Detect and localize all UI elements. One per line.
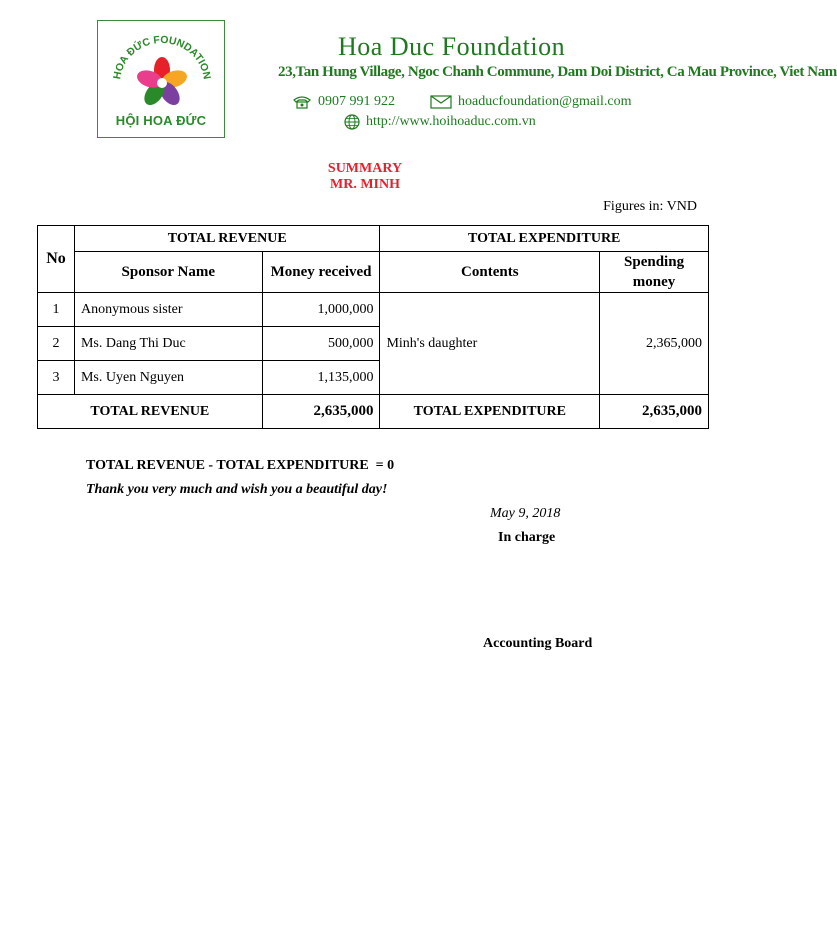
- accounting-board-label: Accounting Board: [483, 636, 593, 651]
- total-expenditure-label: TOTAL EXPENDITURE: [380, 395, 600, 429]
- row-no: 1: [38, 293, 75, 327]
- org-name: Hoa Duc Foundation: [338, 32, 566, 61]
- title-recipient: MR. MINH: [330, 177, 400, 192]
- expenditure-content: Minh's daughter: [380, 293, 600, 395]
- col-sponsor-header: Sponsor Name: [74, 252, 262, 293]
- document-date: May 9, 2018: [490, 506, 561, 521]
- row-money: 500,000: [262, 327, 380, 361]
- row-sponsor: Anonymous sister: [74, 293, 262, 327]
- website-link[interactable]: http://www.hoihoaduc.com.vn: [366, 114, 536, 129]
- col-no-header: No: [38, 226, 75, 293]
- col-spending-header: Spending money: [600, 252, 709, 293]
- revenue-group-header: TOTAL REVENUE: [74, 226, 379, 252]
- website-row: [344, 114, 536, 130]
- balance-statement: TOTAL REVENUE - TOTAL EXPENDITURE = 0: [86, 458, 395, 473]
- phone-row: [292, 94, 395, 110]
- total-expenditure-value: 2,635,000: [600, 395, 709, 429]
- row-no: 3: [38, 361, 75, 395]
- expenditure-amount: 2,365,000: [600, 293, 709, 395]
- row-sponsor: Ms. Uyen Nguyen: [74, 361, 262, 395]
- thanks-message: Thank you very much and wish you a beautiful day!: [86, 482, 388, 497]
- col-contents-header: Contents: [380, 252, 600, 293]
- table-total-row: [38, 395, 709, 429]
- logo-ring-text: HOA ĐỨC FOUNDATION: [111, 33, 213, 81]
- document-title: [0, 161, 730, 193]
- logo-bottom-text: HỘI HOA ĐỨC: [115, 113, 207, 128]
- row-sponsor: Ms. Dang Thi Duc: [74, 327, 262, 361]
- telephone-icon: [292, 95, 312, 109]
- total-revenue-label: TOTAL REVENUE: [38, 395, 263, 429]
- row-no: 2: [38, 327, 75, 361]
- table-column-header-row: [38, 252, 709, 293]
- table-group-header-row: [38, 226, 709, 252]
- summary-table: [37, 225, 709, 429]
- in-charge-label: In charge: [498, 530, 556, 545]
- foundation-logo: [97, 20, 225, 138]
- table-row: [38, 293, 709, 327]
- title-summary: SUMMARY: [327, 161, 403, 176]
- email-address[interactable]: hoaducfoundation@gmail.com: [458, 94, 632, 109]
- col-money-header: Money received: [262, 252, 380, 293]
- globe-icon: [344, 114, 360, 130]
- total-revenue-value: 2,635,000: [262, 395, 380, 429]
- envelope-icon: [430, 95, 452, 109]
- row-money: 1,000,000: [262, 293, 380, 327]
- email-row: [430, 94, 631, 110]
- org-address: 23,Tan Hung Village, Ngoc Chanh Commune, Dam Doi District, Ca Mau Province, Viet Nam: [278, 64, 837, 80]
- expenditure-group-header: TOTAL EXPENDITURE: [380, 226, 709, 252]
- phone-number: 0907 991 922: [318, 94, 395, 109]
- row-money: 1,135,000: [262, 361, 380, 395]
- figures-unit: Figures in: VND: [603, 199, 697, 214]
